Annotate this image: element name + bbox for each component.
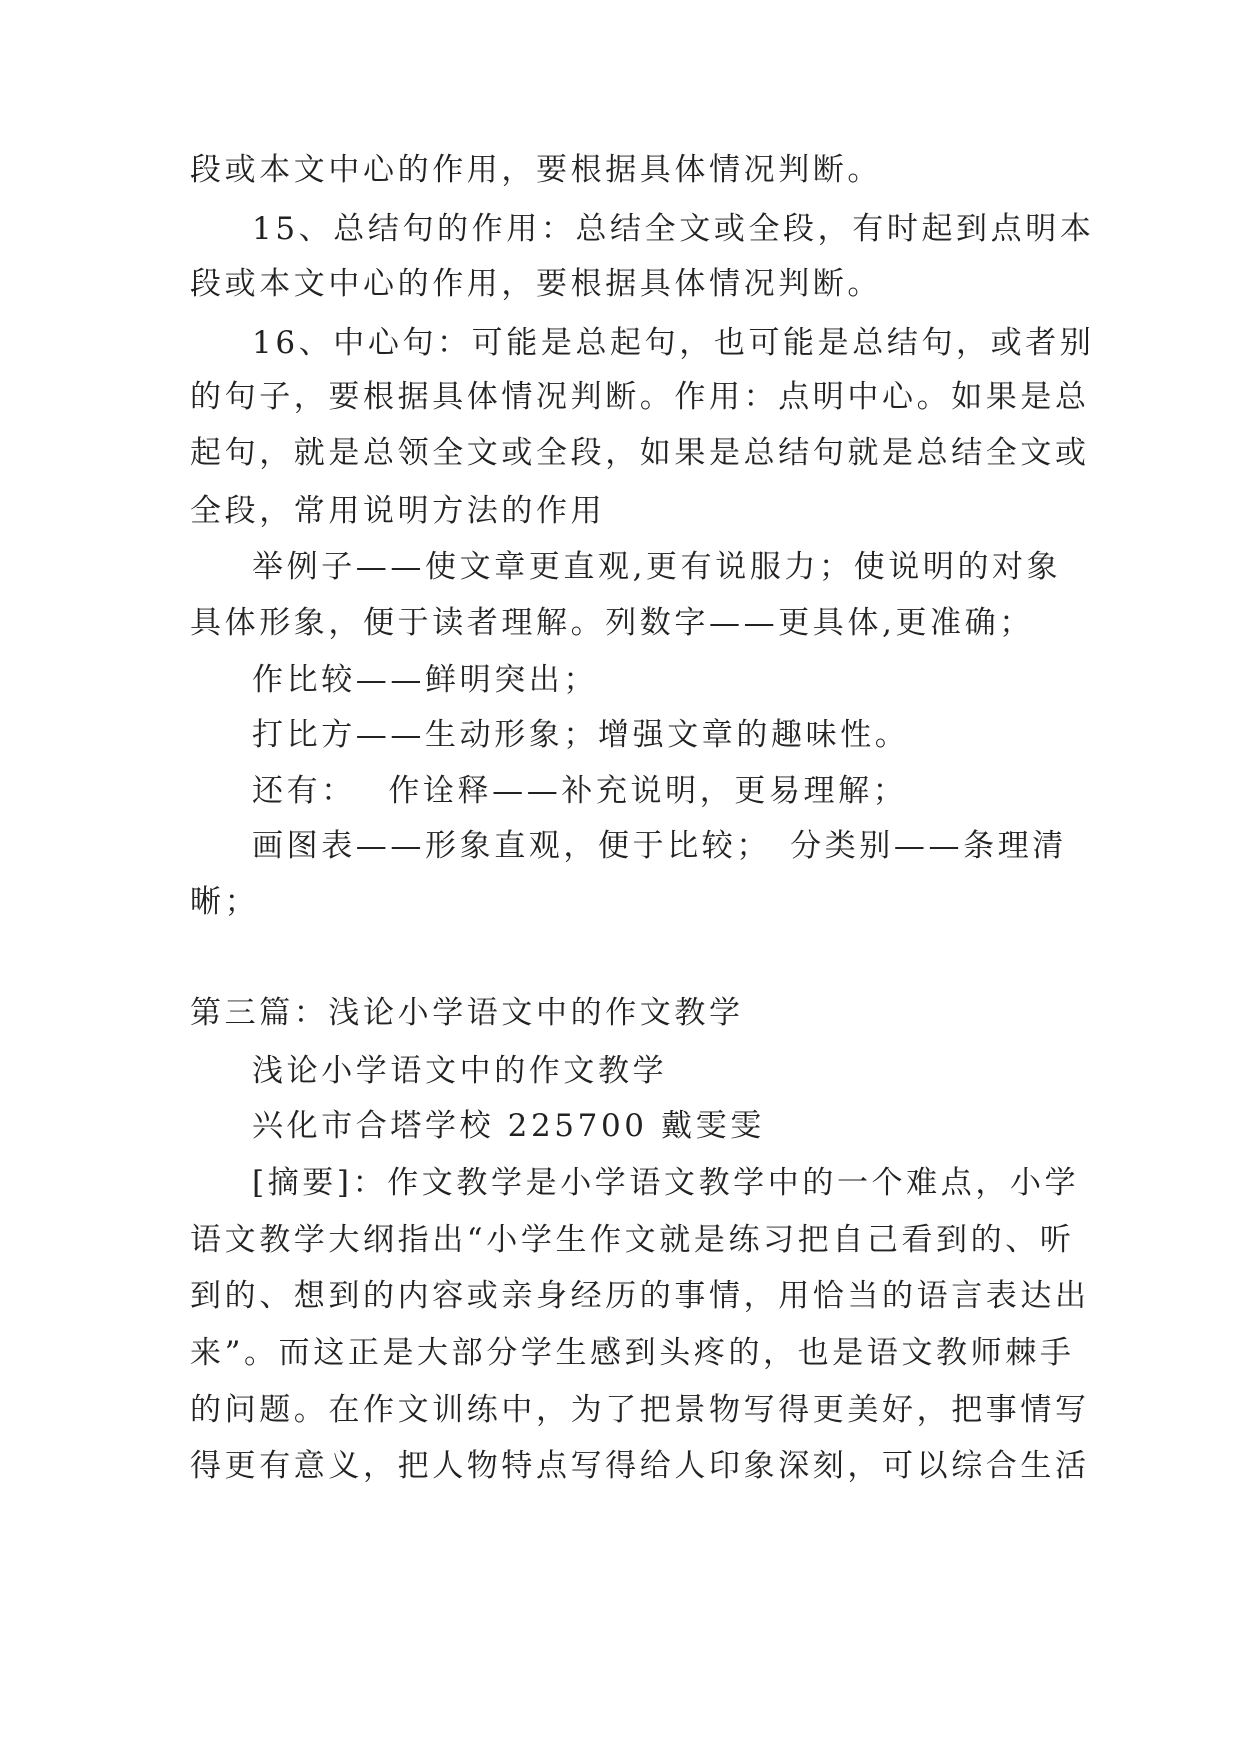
author-line: 兴化市合塔学校 225700 戴雯雯: [252, 1108, 765, 1144]
text-line: 打比方——生动形象；增强文章的趣味性。: [252, 717, 910, 753]
text-line: 的问题。在作文训练中，为了把景物写得更美好，把事情写: [190, 1392, 1090, 1428]
text-line: 段或本文中心的作用，要根据具体情况判断。: [190, 266, 882, 302]
text-line: [摘要]：作文教学是小学语文教学中的一个难点，小学: [252, 1165, 1080, 1201]
text-line: 15、总结句的作用：总结全文或全段，有时起到点明本: [252, 211, 1095, 247]
text-line: 段或本文中心的作用，要根据具体情况判断。: [190, 152, 882, 188]
text-line: 全段，常用说明方法的作用: [190, 493, 606, 529]
text-line: 到的、想到的内容或亲身经历的事情，用恰当的语言表达出: [190, 1278, 1090, 1314]
section-title: 第三篇：浅论小学语文中的作文教学: [190, 995, 744, 1031]
text-line: 来”。而这正是大部分学生感到头疼的，也是语文教师棘手: [190, 1335, 1075, 1371]
text-line: 的句子，要根据具体情况判断。作用：点明中心。如果是总: [190, 379, 1090, 415]
text-line: 语文教学大纲指出“小学生作文就是练习把自己看到的、听: [190, 1222, 1075, 1258]
text-line: 还有： 作诠释——补充说明，更易理解；: [252, 773, 908, 809]
text-line: 16、中心句：可能是总起句，也可能是总结句，或者别: [252, 325, 1095, 361]
text-line: 举例子——使文章更直观,更有说服力；使说明的对象: [252, 549, 1062, 585]
text-line: 作比较——鲜明突出；: [252, 662, 598, 698]
text-line: 起句，就是总领全文或全段，如果是总结句就是总结全文或: [190, 435, 1090, 471]
text-line: 得更有意义，把人物特点写得给人印象深刻，可以综合生活: [190, 1448, 1090, 1484]
text-line: 晰；: [190, 884, 260, 920]
article-title: 浅论小学语文中的作文教学: [252, 1053, 668, 1089]
text-line: 画图表——形象直观，便于比较； 分类别——条理清: [252, 828, 1067, 864]
text-line: 具体形象，便于读者理解。列数字——更具体,更准确；: [190, 605, 1034, 641]
